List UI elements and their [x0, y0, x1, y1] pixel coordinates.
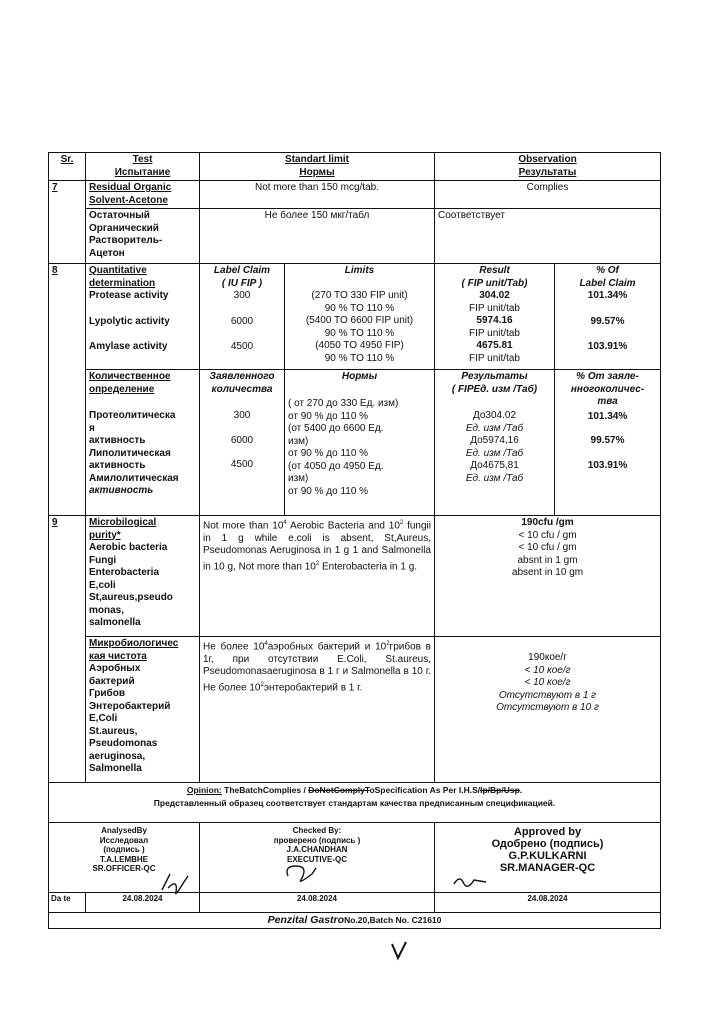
opinion-ru: Представленный образец соответствует стандартам качества предписанным спецификацией.: [153, 798, 556, 808]
date-label: Da te: [49, 893, 86, 913]
analysed-by: AnalysedBy Исследовал (подпись ) T.A.LEMBHE SR.OFFICER-QC: [49, 823, 200, 893]
checked-by: Checked By: проверено (подпись ) J.A.CHANDHAN EXECUTIVE-QC: [200, 823, 435, 893]
row-9-limit-en: Not more than $10^4$ Aerobic Bacteria and $10^2$ fungii in 1 g while e.coli is absent, St,Aureus, Pseudomonas Aeruginosa in 1 g 1 and Salmonella in 10 g, Not more than $10^2$ Enterobacteria in 1 g.: [200, 516, 435, 637]
opinion-row: [49, 783, 661, 823]
product-footer: Penzital GastroNo.20,Batch No. C21610: [49, 913, 661, 929]
row-8-limits-ru: Нормы ( от 270 до 330 Ед. изм) от 90 % до 110 % (от 5400 до 6600 Ед. изм) от 90 % до 110 % (от 4050 до 4950 Ед. изм) от 90 % до 110 %: [285, 370, 435, 516]
table-header-row: [49, 153, 661, 181]
row-8-limits-en: Limits (270 TO 330 FIP unit) 90 % TO 110 % (5400 TO 6600 FIP unit) 90 % TO 110 % (4050 TO 4950 FIP) 90 % TO 110 %: [285, 264, 435, 370]
row-8-claim-ru: Заявленного количества 300 6000 4500: [200, 370, 285, 516]
row-7-en: [49, 181, 661, 209]
report-sheet: [48, 152, 660, 929]
row-8-claim-en: Label Claim ( IU FIP ) 300 6000 4500: [200, 264, 285, 370]
row-8-en: [49, 264, 661, 370]
row-9-test-ru: Микробиологичес кая чистота Аэробных бактерий Грибов Энтеробактерий E,Coli St.aureus, Pseudomonas aeruginosa, Salmonella: [86, 637, 200, 783]
row-8-pct-ru: % От заяле- нногоколичес- тва 101.34% 99.57% 103.91%: [555, 370, 661, 516]
row-8-number: 8: [49, 264, 86, 516]
analyst-signature-mark: [158, 868, 198, 900]
header-standard-limit: Standart limit Нормы: [200, 153, 435, 181]
header-observation: Observation Результаты: [435, 153, 661, 181]
row-7-ru: [49, 209, 661, 264]
row-9-ru: [49, 637, 661, 783]
date-analysed: 24.08.2024: [86, 893, 200, 913]
row-8-result-en: Result ( FIP unit/Tab) 304.02 FIP unit/tab 5974.16 FIP unit/tab 4675.81 FIP unit/tab: [435, 264, 555, 370]
signatures-row: [49, 823, 661, 893]
row-7-obs-ru: Соответствует: [435, 209, 661, 264]
approved-by: Approved by Одобрено (подпись) G.P.KULKARNI SR.MANAGER-QC: [435, 823, 661, 893]
row-9-obs-en: 190cfu /gm < 10 cfu / gm < 10 cfu / gm absnt in 1 gm absent in 10 gm: [435, 516, 661, 637]
header-test: Test Испытание: [86, 153, 200, 181]
row-8-pct-en: % Of Label Claim 101.34% 99.57% 103.91%: [555, 264, 661, 370]
row-8-test-ru: Количественное определение Протеолитическа я активность Липолитическая активность Амилолитическая активность: [86, 370, 200, 516]
row-8-ru: [49, 370, 661, 516]
row-7-limit-ru: Не более 150 мкг/табл: [200, 209, 435, 264]
row-7-obs-en: Complies: [435, 181, 661, 209]
row-9-limit-ru: Не более $10^4аэробных$ бактерий и $10^2грибов$ в 1г, при отсутствии E.Coli, St.aureus, Pseudomonasaeruginosa в 1 г и Salmonella в 10 г. Не более $10^2энтеробактерий$ в 1 г.: [200, 637, 435, 783]
row-7-limit-en: Not more than 150 mcg/tab.: [200, 181, 435, 209]
opinion-label: Opinion:: [186, 785, 222, 795]
row-9-number: 9: [49, 516, 86, 783]
test-results-table: [48, 152, 661, 929]
row-8-test-en: Quantitative determination Protease activity Lypolytic activity Amylase activity: [86, 264, 200, 370]
row-7-test-ru: Остаточный Органический Растворитель- Ацетон: [86, 209, 200, 264]
row-7-number: 7: [49, 181, 86, 264]
header-sr: Sr.: [49, 153, 86, 181]
footer-row: [49, 913, 661, 929]
approver-signature-mark: [450, 872, 490, 892]
date-approved: 24.08.2024: [435, 893, 661, 913]
row-7-test-en: Residual Organic Solvent-Acetone: [86, 181, 200, 209]
date-checked: 24.08.2024: [200, 893, 435, 913]
row-9-test-en: Microbilogical purity* Aerobic bacteria Fungi Enterobacteria E,coli St,aureus,pseudo monas, salmonella: [86, 516, 200, 637]
row-8-result-ru: Результаты ( FIPЕд. изм /Таб) До304.02 Ед. изм /Таб До5974,16 Ед. изм /Таб До4675,81 Ед. изм /Таб: [435, 370, 555, 516]
row-9-obs-ru: 190кое/г < 10 кое/г < 10 кое/г Отсутствуют в 1 г Отсутствуют в 10 г: [435, 637, 661, 783]
opinion-cell: Opinion: TheBatchComplies / DoNotComplyToSpecification As Per I.H.S/Ip/Bp/Usp. Представленный образец соответствует стандартам качества предписанным спецификацией.: [49, 783, 661, 823]
checker-signature-mark: [282, 858, 322, 888]
date-row: [49, 893, 661, 913]
page-tick-mark: [388, 940, 412, 962]
row-9-en: [49, 516, 661, 637]
